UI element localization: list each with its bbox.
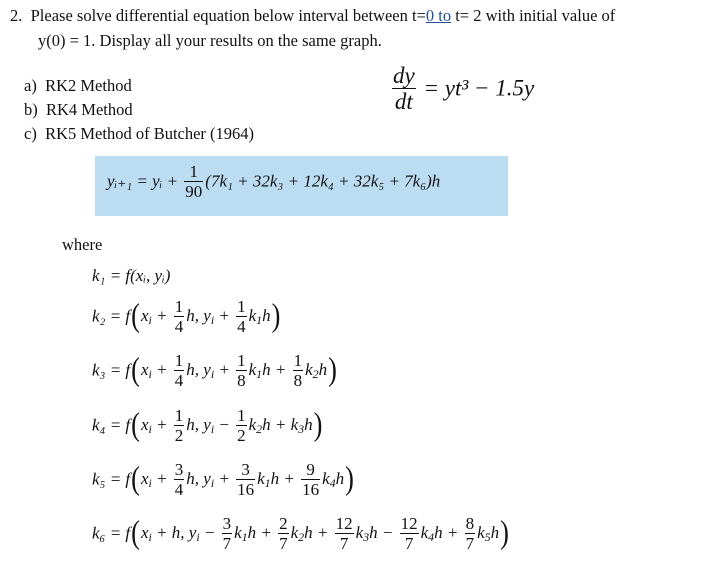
ode-denominator: dt	[394, 89, 413, 114]
k2-equation: $k_2 = f(x_i$ + $\frac{1}{4}$ h, $y_i$ + $\frac{1}{4}$ $k_1h$)	[92, 297, 281, 336]
method-a	[24, 76, 132, 96]
method-b-letter: b)	[24, 100, 38, 119]
problem-number: 2.	[10, 6, 23, 25]
where-label: where	[62, 235, 103, 254]
method-b-label: RK4 Method	[46, 100, 133, 119]
butcher-lhs: yᵢ₊₁ = yᵢ +	[107, 171, 179, 191]
ode-derivative	[392, 64, 416, 113]
method-a-label: RK2 Method	[45, 76, 132, 95]
ode-numerator: dy	[393, 63, 415, 88]
butcher-rhs: (7k₁ + 32k₃ + 12k₄ + 32k₅ + 7k₆)h	[205, 171, 441, 191]
method-c	[24, 124, 254, 144]
k5-equation: $k_5 = f(x_i$ + $\frac{3}{4}$ h, $y_i$ + $\frac{3}{16}$ $k_1h$ + $\frac{9}{16}$ $k_4h$)	[92, 460, 354, 499]
k4-equation: $k_4 = f(x_i$ + $\frac{1}{2}$ h, $y_i$ − $\frac{1}{2}$ $k_2h + k_3h$)	[92, 406, 323, 445]
butcher-fraction: $\frac{1}{90}$	[185, 162, 203, 201]
method-b	[24, 100, 133, 120]
problem-text-a: Please solve differential equation below interval between t=	[30, 6, 426, 25]
k1-equation: k₁ = f(xᵢ, yᵢ)	[92, 266, 171, 285]
problem-text-b: t= 2 with initial value of	[451, 6, 616, 25]
interval-link[interactable]: 0 to	[425, 6, 452, 25]
ode-rhs: = yt³ − 1.5y	[423, 75, 535, 101]
k6-equation: $k_6 = f(x_i + h$, $y_i$ − $\frac{3}{7}$ $k_1h$ + $\frac{2}{7}$ $k_2h$ + $\frac{12}{7}$ $k_3h$ − $\frac{12}{7}$ $k_4h$ + $\frac{8}{7}$ $k_5h$)	[92, 514, 509, 553]
method-c-label: RK5 Method of Butcher (1964)	[45, 124, 255, 143]
problem-line-2: y(0) = 1. Display all your results on the same graph.	[38, 31, 382, 50]
method-c-letter: c)	[24, 124, 37, 143]
problem-line-1	[10, 6, 615, 26]
ode-equation	[390, 64, 534, 113]
method-a-letter: a)	[24, 76, 37, 95]
butcher-formula	[107, 163, 440, 200]
k3-equation: $k_3 = f(x_i$ + $\frac{1}{4}$ h, $y_i$ + $\frac{1}{8}$ $k_1h$ + $\frac{1}{8}$ $k_2h$)	[92, 351, 337, 390]
